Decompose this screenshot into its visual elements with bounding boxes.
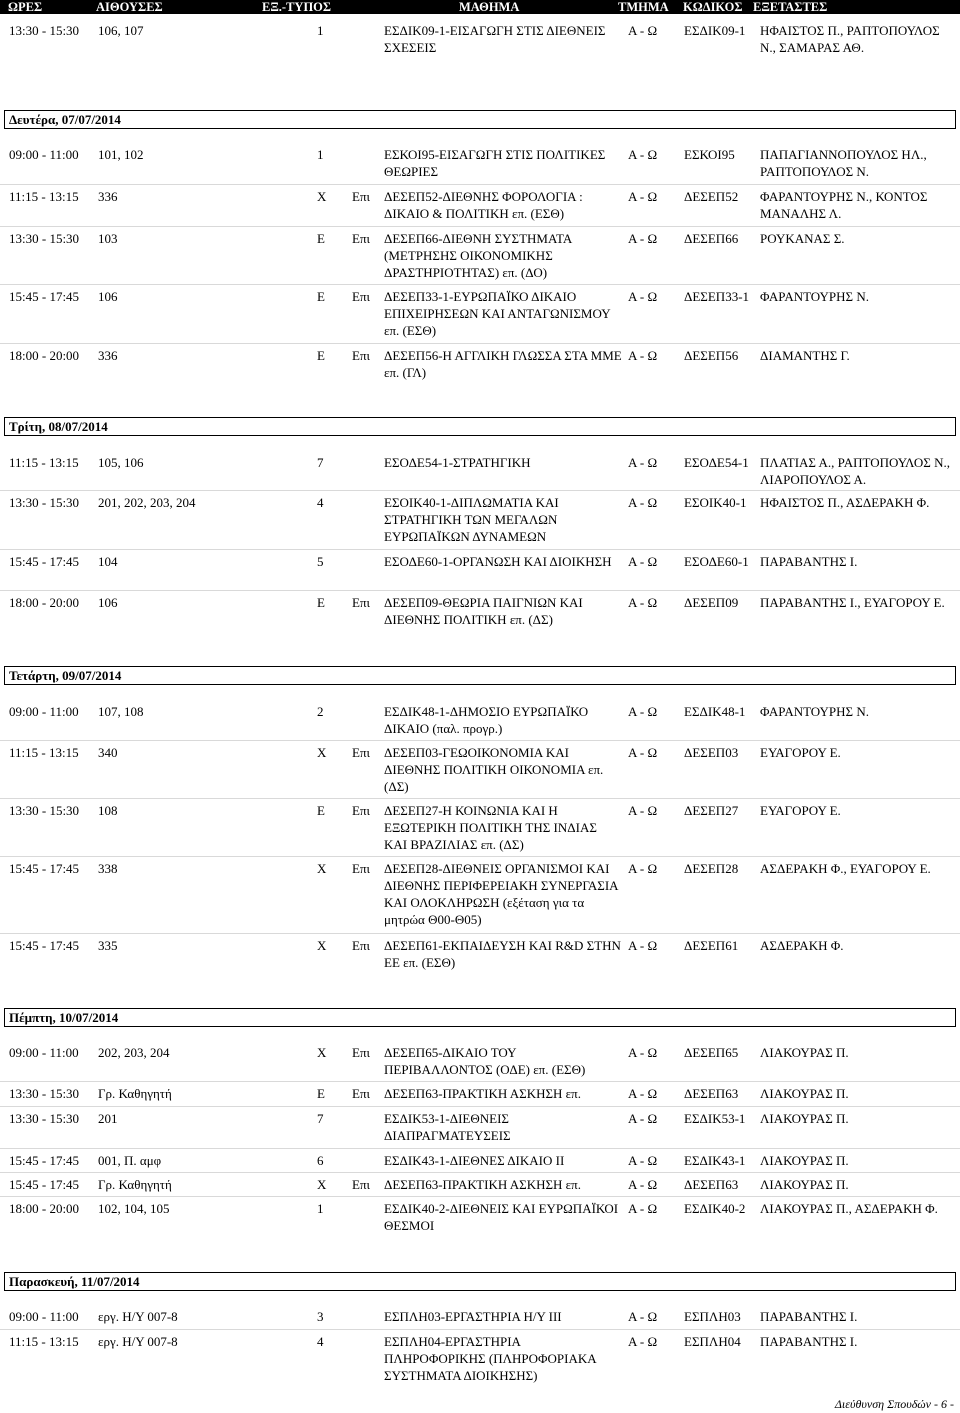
cell-title: ΔΕΣΕΠ61-ΕΚΠΑΙΔΕΥΣΗ ΚΑΙ R&D ΣΤΗΝ ΕΕ επ. (ΕΣΘ): [384, 938, 621, 970]
row-divider: [0, 1196, 960, 1197]
cell-tmima: Α - Ω: [628, 1086, 658, 1101]
cell-sem: 7: [317, 455, 324, 470]
cell-title: ΕΣΟΔΕ60-1-ΟΡΓΑΝΩΣΗ ΚΑΙ ΔΙΟΙΚΗΣΗ: [384, 554, 612, 569]
cell-ex: ΛΙΑΚΟΥΡΑΣ Π.: [760, 1111, 849, 1126]
cell-sem: 7: [317, 1111, 324, 1126]
cell-title: ΕΣΔΙΚ09-1-ΕΙΣΑΓΩΓΗ ΣΤΙΣ ΔΙΕΘΝΕΙΣ ΣΧΕΣΕΙΣ: [384, 23, 606, 55]
cell-ep: Επι: [352, 1045, 371, 1060]
cell-kod: ΔΕΣΕΠ27: [684, 803, 739, 818]
cell-sem: Ε: [317, 289, 325, 304]
day-header: [4, 1272, 956, 1291]
cell-ex: ΦΑΡΑΝΤΟΥΡΗΣ Ν., ΚΟΝΤΟΣ ΜΑΝΑΛΗΣ Λ.: [760, 189, 928, 221]
cell-kod: ΕΣΠΛΗ03: [684, 1309, 741, 1324]
day-label: Δευτέρα, 07/07/2014: [9, 112, 121, 127]
cell-rooms: 336: [98, 189, 118, 204]
day-header: [4, 1008, 956, 1027]
cell-time: 15:45 - 17:45: [9, 938, 80, 953]
cell-tmima: Α - Ω: [628, 803, 658, 818]
header-col-hours: ΩΡΕΣ: [8, 0, 43, 14]
cell-title: ΔΕΣΕΠ28-ΔΙΕΘΝΕΙΣ ΟΡΓΑΝΙΣΜΟΙ ΚΑΙ ΔΙΕΘΝΗΣ ΠΕΡΙΦΕΡΕΙΑΚΗ ΣΥΝΕΡΓΑΣΙΑ ΚΑΙ ΟΛΟΚΛΗΡΩΣΗ (εξέταση για τα μητρώα Θ00-Θ05): [384, 861, 618, 927]
cell-sem: Ε: [317, 231, 325, 246]
cell-kod: ΔΕΣΕΠ63: [684, 1177, 739, 1192]
cell-kod: ΔΕΣΕΠ63: [684, 1086, 739, 1101]
cell-tmima: Α - Ω: [628, 1045, 658, 1060]
cell-tmima: Α - Ω: [628, 1153, 658, 1168]
cell-time: 18:00 - 20:00: [9, 348, 80, 363]
cell-tmima: Α - Ω: [628, 348, 658, 363]
cell-kod: ΔΕΣΕΠ61: [684, 938, 739, 953]
cell-tmima: Α - Ω: [628, 1309, 658, 1324]
cell-kod: ΔΕΣΕΠ28: [684, 861, 739, 876]
cell-sem: 4: [317, 495, 324, 510]
day-label: Τετάρτη, 09/07/2014: [9, 668, 122, 683]
cell-ep: Επι: [352, 595, 371, 610]
header-col-rooms: ΑΙΘΟΥΣΕΣ: [96, 0, 163, 14]
cell-rooms: 102, 104, 105: [98, 1201, 170, 1216]
cell-ex: ΛΙΑΚΟΥΡΑΣ Π.: [760, 1045, 849, 1060]
header-col-section: ΤΜΗΜΑ: [618, 0, 669, 14]
cell-sem: Ε: [317, 348, 325, 363]
cell-kod: ΔΕΣΕΠ33-1: [684, 289, 750, 304]
cell-time: 15:45 - 17:45: [9, 289, 80, 304]
cell-kod: ΕΣΔΙΚ43-1: [684, 1153, 746, 1168]
header-col-examiners: ΕΞΕΤΑΣΤΕΣ: [753, 0, 828, 14]
cell-time: 09:00 - 11:00: [9, 1309, 79, 1324]
cell-ex: ΗΦΑΙΣΤΟΣ Π., ΡΑΠΤΟΠΟΥΛΟΣ Ν., ΣΑΜΑΡΑΣ ΑΘ.: [760, 23, 940, 55]
cell-time: 09:00 - 11:00: [9, 1045, 79, 1060]
cell-title: ΕΣΚΟΙ95-ΕΙΣΑΓΩΓΗ ΣΤΙΣ ΠΟΛΙΤΙΚΕΣ ΘΕΩΡΙΕΣ: [384, 147, 606, 179]
cell-rooms: 106: [98, 595, 118, 610]
row-divider: [0, 184, 960, 185]
cell-ep: Επι: [352, 231, 371, 246]
cell-sem: 5: [317, 554, 324, 569]
cell-tmima: Α - Ω: [628, 704, 658, 719]
cell-tmima: Α - Ω: [628, 495, 658, 510]
row-divider: [0, 1172, 960, 1173]
cell-ep: Επι: [352, 348, 371, 363]
cell-tmima: Α - Ω: [628, 938, 658, 953]
cell-kod: ΕΣΚΟΙ95: [684, 147, 735, 162]
cell-time: 09:00 - 11:00: [9, 147, 79, 162]
cell-title: ΕΣΔΙΚ43-1-ΔΙΕΘΝΕΣ ΔΙΚΑΙΟ ΙΙ: [384, 1153, 565, 1168]
cell-kod: ΔΕΣΕΠ03: [684, 745, 739, 760]
cell-ep: Επι: [352, 1086, 371, 1101]
cell-sem: 3: [317, 1309, 324, 1324]
page-footer: Διεύθυνση Σπουδών - 6 -: [834, 1397, 954, 1411]
cell-time: 13:30 - 15:30: [9, 803, 80, 818]
cell-tmima: Α - Ω: [628, 1201, 658, 1216]
cell-rooms: 104: [98, 554, 118, 569]
cell-kod: ΕΣΟΙΚ40-1: [684, 495, 747, 510]
cell-rooms: 101, 102: [98, 147, 144, 162]
cell-ex: ΦΑΡΑΝΤΟΥΡΗΣ Ν.: [760, 704, 870, 719]
cell-rooms: 106: [98, 289, 118, 304]
cell-sem: 1: [317, 147, 324, 162]
cell-ep: Επι: [352, 745, 371, 760]
cell-rooms: 103: [98, 231, 118, 246]
cell-ep: Επι: [352, 938, 371, 953]
cell-kod: ΕΣΔΙΚ53-1: [684, 1111, 746, 1126]
cell-title: ΔΕΣΕΠ27-Η ΚΟΙΝΩΝΙΑ ΚΑΙ Η ΕΞΩΤΕΡΙΚΗ ΠΟΛΙΤΙΚΗ ΤΗΣ ΙΝΔΙΑΣ ΚΑΙ ΒΡΑΖΙΛΙΑΣ επ. (ΔΣ): [384, 803, 597, 852]
cell-rooms: 105, 106: [98, 455, 144, 470]
cell-tmima: Α - Ω: [628, 1177, 658, 1192]
cell-title: ΔΕΣΕΠ03-ΓΕΩΟΙΚΟΝΟΜΙΑ ΚΑΙ ΔΙΕΘΝΗΣ ΠΟΛΙΤΙΚΗ ΟΙΚΟΝΟΜΙΑ επ. (ΔΣ): [384, 745, 604, 794]
cell-time: 15:45 - 17:45: [9, 554, 80, 569]
cell-kod: ΕΣΔΙΚ09-1: [684, 23, 746, 38]
cell-ex: ΛΙΑΚΟΥΡΑΣ Π.: [760, 1086, 849, 1101]
cell-rooms: εργ. Η/Υ 007-8: [98, 1334, 178, 1349]
cell-rooms: 106, 107: [98, 23, 144, 38]
cell-ep: Επι: [352, 289, 371, 304]
cell-kod: ΔΕΣΕΠ65: [684, 1045, 739, 1060]
cell-title: ΕΣΠΛΗ04-ΕΡΓΑΣΤΗΡΙΑ ΠΛΗΡΟΦΟΡΙΚΗΣ (ΠΛΗΡΟΦΟΡΙΑΚΑ ΣΥΣΤΗΜΑΤΑ ΔΙΟΙΚΗΣΗΣ): [384, 1334, 596, 1383]
cell-sem: Χ: [317, 1177, 327, 1192]
cell-tmima: Α - Ω: [628, 455, 658, 470]
cell-ex: ΠΑΡΑΒΑΝΤΗΣ Ι., ΕΥΑΓΟΡΟΥ Ε.: [760, 595, 945, 610]
cell-title: ΕΣΠΛΗ03-ΕΡΓΑΣΤΗΡΙΑ Η/Υ ΙΙΙ: [384, 1309, 562, 1324]
cell-time: 15:45 - 17:45: [9, 1153, 80, 1168]
cell-time: 13:30 - 15:30: [9, 1086, 80, 1101]
cell-sem: 2: [317, 704, 324, 719]
cell-rooms: Γρ. Καθηγητή: [98, 1177, 172, 1192]
cell-sem: Χ: [317, 1045, 327, 1060]
cell-sem: Ε: [317, 1086, 325, 1101]
row-divider: [0, 490, 960, 491]
cell-ex: ΛΙΑΚΟΥΡΑΣ Π.: [760, 1177, 849, 1192]
day-label: Τρίτη, 08/07/2014: [9, 419, 108, 434]
row-divider: [0, 1106, 960, 1107]
cell-sem: Ε: [317, 595, 325, 610]
cell-time: 13:30 - 15:30: [9, 1111, 80, 1126]
cell-ex: ΗΦΑΙΣΤΟΣ Π., ΑΣΔΕΡΑΚΗ Φ.: [760, 495, 930, 510]
row-divider: [0, 226, 960, 227]
cell-tmima: Α - Ω: [628, 861, 658, 876]
cell-rooms: 202, 203, 204: [98, 1045, 170, 1060]
day-label: Παρασκευή, 11/07/2014: [9, 1274, 140, 1289]
cell-time: 15:45 - 17:45: [9, 1177, 80, 1192]
day-label: Πέμπτη, 10/07/2014: [9, 1010, 119, 1025]
cell-ex: ΡΟΥΚΑΝΑΣ Σ.: [760, 231, 845, 246]
cell-title: ΕΣΔΙΚ40-2-ΔΙΕΘΝΕΙΣ ΚΑΙ ΕΥΡΩΠΑΪΚΟΙ ΘΕΣΜΟΙ: [384, 1201, 619, 1233]
cell-title: ΕΣΔΙΚ53-1-ΔΙΕΘΝΕΙΣ ΔΙΑΠΡΑΓΜΑΤΕΥΣΕΙΣ: [384, 1111, 511, 1143]
cell-tmima: Α - Ω: [628, 1111, 658, 1126]
cell-ex: ΠΑΡΑΒΑΝΤΗΣ Ι.: [760, 554, 858, 569]
cell-time: 11:15 - 13:15: [9, 745, 79, 760]
cell-ep: Επι: [352, 803, 371, 818]
cell-kod: ΔΕΣΕΠ56: [684, 348, 739, 363]
cell-ep: Επι: [352, 1177, 371, 1192]
row-divider: [0, 740, 960, 741]
cell-time: 13:30 - 15:30: [9, 495, 80, 510]
cell-title: ΔΕΣΕΠ33-1-ΕΥΡΩΠΑΪΚΟ ΔΙΚΑΙΟ ΕΠΙΧΕΙΡΗΣΕΩΝ ΚΑΙ ΑΝΤΑΓΩΝΙΣΜΟΥ επ. (ΕΣΘ): [384, 289, 611, 338]
cell-title: ΔΕΣΕΠ09-ΘΕΩΡΙΑ ΠΑΙΓΝΙΩΝ ΚΑΙ ΔΙΕΘΝΗΣ ΠΟΛΙΤΙΚΗ επ. (ΔΣ): [384, 595, 583, 627]
cell-tmima: Α - Ω: [628, 231, 658, 246]
cell-title: ΔΕΣΕΠ66-ΔΙΕΘΝΗ ΣΥΣΤΗΜΑΤΑ (ΜΕΤΡΗΣΗΣ ΟΙΚΟΝΟΜΙΚΗΣ ΔΡΑΣΤΗΡΙΟΤΗΤΑΣ) επ. (ΔΟ): [384, 231, 572, 280]
cell-kod: ΔΕΣΕΠ52: [684, 189, 739, 204]
cell-time: 09:00 - 11:00: [9, 704, 79, 719]
cell-ex: ΛΙΑΚΟΥΡΑΣ Π., ΑΣΔΕΡΑΚΗ Φ.: [760, 1201, 938, 1216]
cell-rooms: 338: [98, 861, 118, 876]
cell-sem: Χ: [317, 189, 327, 204]
cell-title: ΔΕΣΕΠ56-Η ΑΓΓΛΙΚΗ ΓΛΩΣΣΑ ΣΤΑ ΜΜΕ επ. (ΓΛ): [384, 348, 622, 380]
cell-sem: Ε: [317, 803, 325, 818]
cell-ex: ΑΣΔΕΡΑΚΗ Φ.: [760, 938, 844, 953]
row-divider: [0, 284, 960, 285]
cell-rooms: 340: [98, 745, 118, 760]
cell-sem: 4: [317, 1334, 324, 1349]
day-header: [4, 110, 956, 129]
row-divider: [0, 1081, 960, 1082]
cell-sem: 1: [317, 1201, 324, 1216]
cell-time: 18:00 - 20:00: [9, 1201, 80, 1216]
cell-time: 13:30 - 15:30: [9, 23, 80, 38]
cell-rooms: 108: [98, 803, 118, 818]
cell-tmima: Α - Ω: [628, 595, 658, 610]
row-divider: [0, 590, 960, 591]
cell-ex: ΦΑΡΑΝΤΟΥΡΗΣ Ν.: [760, 289, 870, 304]
cell-tmima: Α - Ω: [628, 147, 658, 162]
cell-rooms: 336: [98, 348, 118, 363]
cell-time: 13:30 - 15:30: [9, 231, 80, 246]
cell-sem: Χ: [317, 938, 327, 953]
cell-ex: ΕΥΑΓΟΡΟΥ Ε.: [760, 745, 841, 760]
cell-time: 11:15 - 13:15: [9, 455, 79, 470]
row-divider: [0, 856, 960, 857]
cell-time: 11:15 - 13:15: [9, 1334, 79, 1349]
row-divider: [0, 1148, 960, 1149]
cell-ex: ΠΑΡΑΒΑΝΤΗΣ Ι.: [760, 1309, 858, 1324]
cell-kod: ΕΣΟΔΕ60-1: [684, 554, 749, 569]
row-divider: [0, 343, 960, 344]
row-divider: [0, 933, 960, 934]
row-divider: [0, 1329, 960, 1330]
row-divider: [0, 549, 960, 550]
cell-ep: Επι: [352, 861, 371, 876]
cell-time: 11:15 - 13:15: [9, 189, 79, 204]
cell-title: ΕΣΟΔΕ54-1-ΣΤΡΑΤΗΓΙΚΗ: [384, 455, 531, 470]
cell-time: 15:45 - 17:45: [9, 861, 80, 876]
cell-kod: ΕΣΟΔΕ54-1: [684, 455, 749, 470]
cell-time: 18:00 - 20:00: [9, 595, 80, 610]
cell-rooms: εργ. Η/Υ 007-8: [98, 1309, 178, 1324]
cell-kod: ΕΣΔΙΚ40-2: [684, 1201, 746, 1216]
cell-kod: ΔΕΣΕΠ09: [684, 595, 739, 610]
cell-tmima: Α - Ω: [628, 1334, 658, 1349]
cell-title: ΔΕΣΕΠ63-ΠΡΑΚΤΙΚΗ ΑΣΚΗΣΗ επ.: [384, 1177, 581, 1192]
cell-kod: ΕΣΠΛΗ04: [684, 1334, 741, 1349]
cell-ex: ΔΙΑΜΑΝΤΗΣ Γ.: [760, 348, 850, 363]
day-header: [4, 666, 956, 685]
header-col-course: ΜΑΘΗΜΑ: [459, 0, 520, 14]
header-col-code: ΚΩΔΙΚΟΣ: [683, 0, 743, 14]
cell-rooms: 001, Π. αμφ: [98, 1153, 162, 1168]
cell-tmima: Α - Ω: [628, 189, 658, 204]
cell-rooms: 335: [98, 938, 118, 953]
cell-tmima: Α - Ω: [628, 745, 658, 760]
cell-kod: ΕΣΔΙΚ48-1: [684, 704, 746, 719]
cell-title: ΔΕΣΕΠ52-ΔΙΕΘΝΗΣ ΦΟΡΟΛΟΓΙΑ : ΔΙΚΑΙΟ & ΠΟΛΙΤΙΚΗ επ. (ΕΣΘ): [384, 189, 583, 221]
cell-ex: ΛΙΑΚΟΥΡΑΣ Π.: [760, 1153, 849, 1168]
cell-rooms: 201: [98, 1111, 118, 1126]
cell-rooms: Γρ. Καθηγητή: [98, 1086, 172, 1101]
row-divider: [0, 798, 960, 799]
cell-ex: ΑΣΔΕΡΑΚΗ Φ., ΕΥΑΓΟΡΟΥ Ε.: [760, 861, 931, 876]
cell-rooms: 107, 108: [98, 704, 144, 719]
cell-ex: ΠΑΠΑΓΙΑΝΝΟΠΟΥΛΟΣ ΗΛ., ΡΑΠΤΟΠΟΥΛΟΣ Ν.: [760, 147, 927, 179]
day-header: [4, 417, 956, 436]
cell-ex: ΠΑΡΑΒΑΝΤΗΣ Ι.: [760, 1334, 858, 1349]
cell-tmima: Α - Ω: [628, 289, 658, 304]
cell-title: ΕΣΔΙΚ48-1-ΔΗΜΟΣΙΟ ΕΥΡΩΠΑΪΚΟ ΔΙΚΑΙΟ (παλ. προγρ.): [384, 704, 589, 736]
cell-sem: 1: [317, 23, 324, 38]
cell-sem: 6: [317, 1153, 324, 1168]
cell-sem: Χ: [317, 745, 327, 760]
cell-tmima: Α - Ω: [628, 554, 658, 569]
cell-title: ΕΣΟΙΚ40-1-ΔΙΠΛΩΜΑΤΙΑ ΚΑΙ ΣΤΡΑΤΗΓΙΚΗ ΤΩΝ ΜΕΓΑΛΩΝ ΕΥΡΩΠΑΪΚΩΝ ΔΥΝΑΜΕΩΝ: [384, 495, 559, 544]
cell-sem: Χ: [317, 861, 327, 876]
cell-ex: ΕΥΑΓΟΡΟΥ Ε.: [760, 803, 841, 818]
cell-rooms: 201, 202, 203, 204: [98, 495, 196, 510]
cell-title: ΔΕΣΕΠ65-ΔΙΚΑΙΟ ΤΟΥ ΠΕΡΙΒΑΛΛΟΝΤΟΣ (ΟΔΕ) επ. (ΕΣΘ): [384, 1045, 586, 1077]
cell-ep: Επι: [352, 189, 371, 204]
cell-kod: ΔΕΣΕΠ66: [684, 231, 739, 246]
header-col-exam-type: ΕΞ.-ΤΥΠΟΣ: [262, 0, 332, 14]
cell-ex: ΠΛΑΤΙΑΣ Α., ΡΑΠΤΟΠΟΥΛΟΣ Ν., ΛΙΑΡΟΠΟΥΛΟΣ Α.: [760, 455, 950, 487]
cell-tmima: Α - Ω: [628, 23, 658, 38]
cell-title: ΔΕΣΕΠ63-ΠΡΑΚΤΙΚΗ ΑΣΚΗΣΗ επ.: [384, 1086, 581, 1101]
